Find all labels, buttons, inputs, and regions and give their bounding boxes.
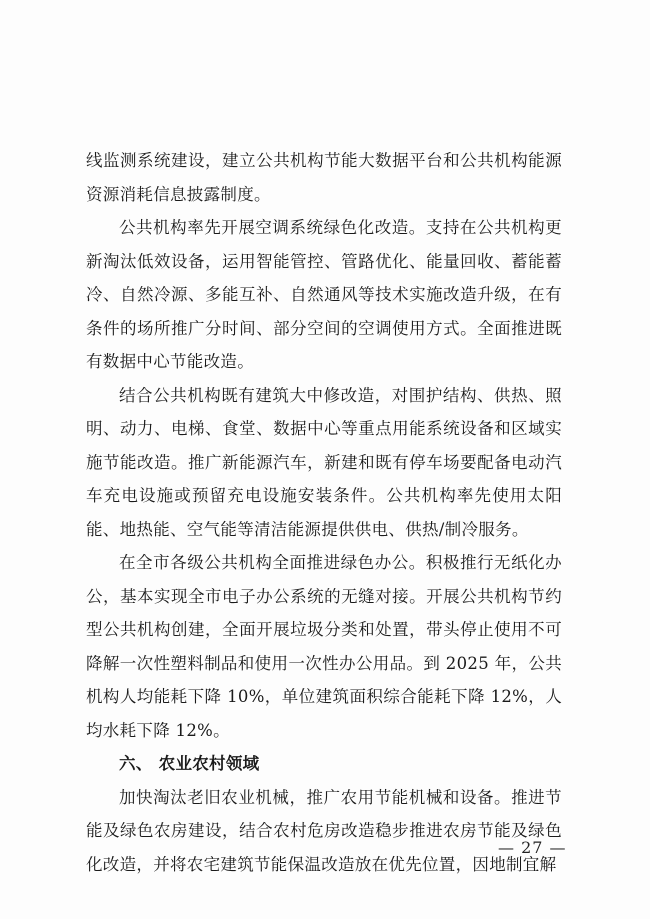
page-body bbox=[86, 144, 562, 881]
paragraph-air-conditioning: 公共机构率先开展空调系统绿色化改造。支持在公共机构更新淘汰低效设备，运用智能管控、管路优化、能量回收、蓄能蓄冷、自然冷源、多能互补、自然通风等技术实施改造升级，在有条件的场所推广分时间、部分空间的空调使用方式。全面推进既有数据中心节能改造。 bbox=[86, 218, 562, 371]
paragraph-building-renovation: 结合公共机构既有建筑大中修改造，对围护结构、供热、照明、动力、电梯、食堂、数据中心等重点用能系统设备和区域实施节能改造。推广新能源汽车，新建和既有停车场要配备电动汽车充电设施或预留充电设施安装条件。公共机构率先使用太阳能、地热能、空气能等清洁能源提供供电、供热/制冷服务。 bbox=[86, 385, 562, 539]
section-heading-agriculture: 六、 农业农村领域 bbox=[119, 754, 260, 773]
paragraph-green-office: 在全市各级公共机构全面推进绿色办公。积极推行无纸化办公，基本实现全市电子办公系统的无缝对接。开展公共机构节约型公共机构创建，全面开展垃圾分类和处置，带头停止使用不可降解一次性塑料制品和使用一次性办公用品。到 2025 年，公共机构人均能耗下降 10%，单位建筑面积综合能耗下降 12%，人均水耗下降 12%。 bbox=[86, 553, 562, 740]
paragraph-agriculture: 加快淘汰老旧农业机械，推广农用节能机械和设备。推进节能及绿色农房建设，结合农村危房改造稳步推进农房节能及绿色化改造，并将农宅建筑节能保温改造放在优先位置，因地制宜解 bbox=[86, 787, 562, 874]
page-number: — 27 — bbox=[498, 838, 567, 857]
paragraph-continued: 线监测系统建设，建立公共机构节能大数据平台和公共机构能源资源消耗信息披露制度。 bbox=[86, 151, 562, 204]
